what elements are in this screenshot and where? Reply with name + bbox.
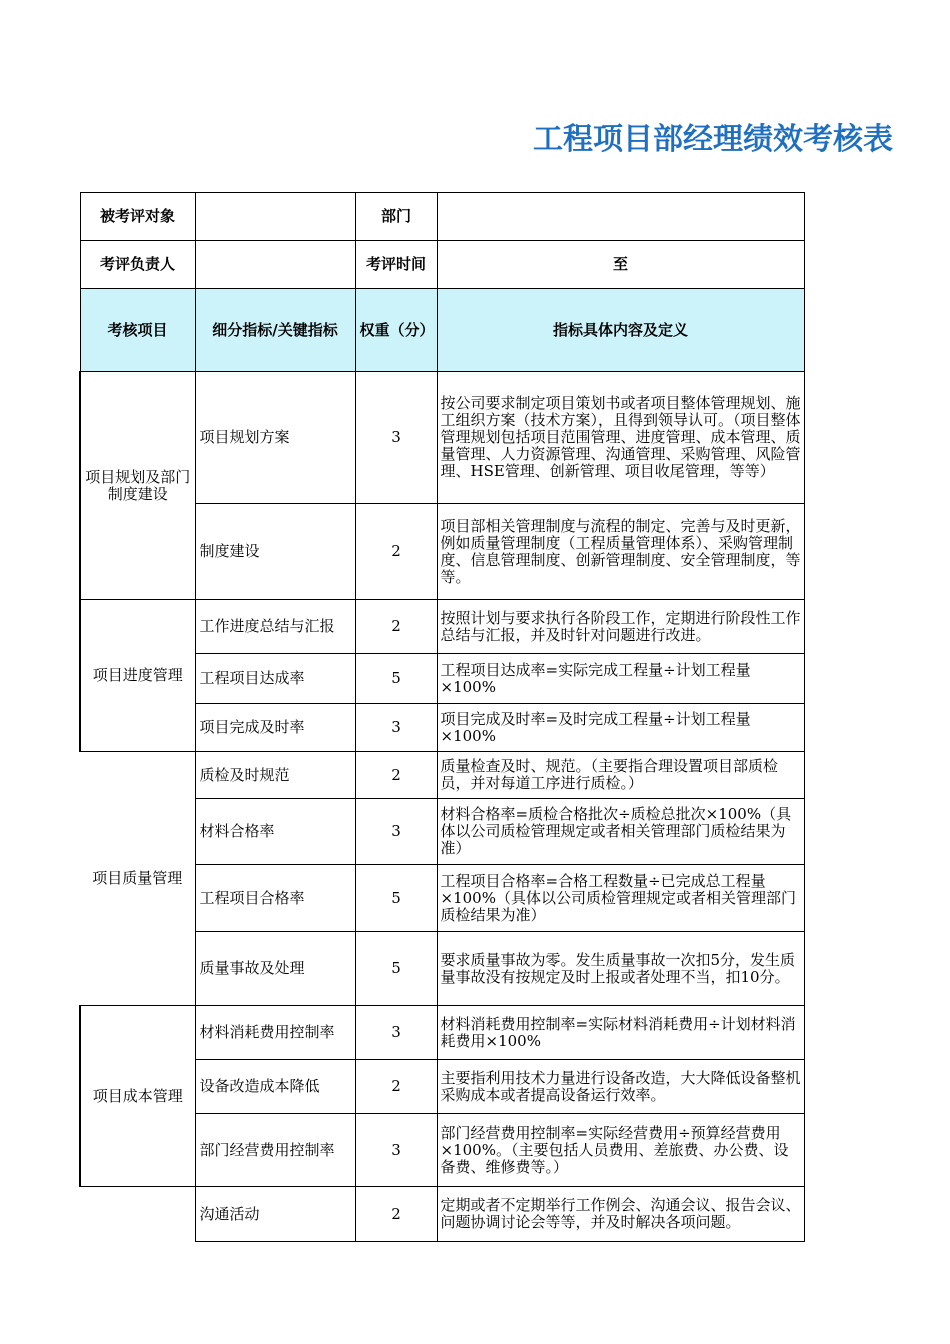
category-cell [80, 1187, 195, 1242]
indicator-cell: 部门经营费用控制率 [195, 1114, 355, 1187]
table-row [80, 1187, 804, 1242]
target-value-cell[interactable] [195, 193, 355, 241]
weight-cell: 5 [355, 865, 437, 932]
page-title: 工程项目部经理绩效考核表 [533, 122, 893, 157]
category-cell: 项目质量管理 [80, 752, 195, 1006]
table-row [80, 1006, 804, 1060]
category-cell: 项目成本管理 [80, 1006, 195, 1187]
time-value-cell[interactable]: 至 [437, 241, 804, 289]
owner-value-cell[interactable] [195, 241, 355, 289]
weight-cell: 3 [355, 372, 437, 504]
indicator-cell: 设备改造成本降低 [195, 1060, 355, 1114]
header-category: 考核项目 [80, 289, 195, 372]
header-definition: 指标具体内容及定义 [437, 289, 804, 372]
weight-cell: 3 [355, 1114, 437, 1187]
definition-cell: 项目完成及时率=及时完成工程量÷计划工程量×100% [437, 704, 804, 752]
table-row [80, 372, 804, 504]
indicator-cell: 工程项目合格率 [195, 865, 355, 932]
definition-cell: 部门经营费用控制率=实际经营费用÷预算经营费用×100%。（主要包括人员费用、差旅费、办公费、设备费、维修费等。） [437, 1114, 804, 1187]
weight-cell: 2 [355, 752, 437, 799]
category-cell: 项目进度管理 [80, 600, 195, 752]
category-cell: 项目规划及部门制度建设 [80, 372, 195, 600]
weight-cell: 3 [355, 799, 437, 865]
table-row [80, 752, 804, 799]
definition-cell: 质量检查及时、规范。（主要指合理设置项目部质检员，并对每道工序进行质检。） [437, 752, 804, 799]
header-row [80, 289, 804, 372]
table-row [80, 600, 804, 654]
definition-cell: 工程项目合格率=合格工程数量÷已完成总工程量×100%（具体以公司质检管理规定或者相关管理部门质检结果为准） [437, 865, 804, 932]
weight-cell: 5 [355, 654, 437, 704]
indicator-cell: 材料消耗费用控制率 [195, 1006, 355, 1060]
definition-cell: 项目部相关管理制度与流程的制定、完善与及时更新，例如质量管理制度（工程质量管理体系）、采购管理制度、信息管理制度、创新管理制度、安全管理制度，等等。 [437, 504, 804, 600]
definition-cell: 材料合格率=质检合格批次÷质检总批次×100%（具体以公司质检管理规定或者相关管理部门质检结果为准） [437, 799, 804, 865]
time-label: 考评时间 [355, 241, 437, 289]
definition-cell: 材料消耗费用控制率=实际材料消耗费用÷计划材料消耗费用×100% [437, 1006, 804, 1060]
header-weight: 权重（分） [355, 289, 437, 372]
target-label: 被考评对象 [80, 193, 195, 241]
indicator-cell: 质检及时规范 [195, 752, 355, 799]
definition-cell: 要求质量事故为零。发生质量事故一次扣5分，发生质量事故没有按规定及时上报或者处理不当，扣10分。 [437, 932, 804, 1006]
definition-cell: 主要指利用技术力量进行设备改造，大大降低设备整机采购成本或者提高设备运行效率。 [437, 1060, 804, 1114]
definition-cell: 工程项目达成率=实际完成工程量÷计划工程量×100% [437, 654, 804, 704]
info-row-1 [80, 193, 804, 241]
dept-label: 部门 [355, 193, 437, 241]
info-row-2 [80, 241, 804, 289]
indicator-cell: 工作进度总结与汇报 [195, 600, 355, 654]
definition-cell: 按公司要求制定项目策划书或者项目整体管理规划、施工组织方案（技术方案），且得到领导认可。（项目整体管理规划包括项目范围管理、进度管理、成本管理、质量管理、人力资源管理、沟通管理、采购管理、风险管理、HSE管理、创新管理、项目收尾管理，等等） [437, 372, 804, 504]
indicator-cell: 工程项目达成率 [195, 654, 355, 704]
header-indicator: 细分指标/关键指标 [195, 289, 355, 372]
weight-cell: 2 [355, 1187, 437, 1242]
definition-cell: 按照计划与要求执行各阶段工作，定期进行阶段性工作总结与汇报，并及时针对问题进行改进。 [437, 600, 804, 654]
dept-value-cell[interactable] [437, 193, 804, 241]
weight-cell: 2 [355, 1060, 437, 1114]
definition-cell: 定期或者不定期举行工作例会、沟通会议、报告会议、问题协调讨论会等等，并及时解决各项问题。 [437, 1187, 804, 1242]
weight-cell: 3 [355, 704, 437, 752]
indicator-cell: 沟通活动 [195, 1187, 355, 1242]
indicator-cell: 项目完成及时率 [195, 704, 355, 752]
indicator-cell: 材料合格率 [195, 799, 355, 865]
indicator-cell: 制度建设 [195, 504, 355, 600]
indicator-cell: 质量事故及处理 [195, 932, 355, 1006]
weight-cell: 3 [355, 1006, 437, 1060]
indicator-cell: 项目规划方案 [195, 372, 355, 504]
weight-cell: 2 [355, 504, 437, 600]
weight-cell: 2 [355, 600, 437, 654]
weight-cell: 5 [355, 932, 437, 1006]
owner-label: 考评负责人 [80, 241, 195, 289]
kpi-table [79, 192, 805, 1242]
